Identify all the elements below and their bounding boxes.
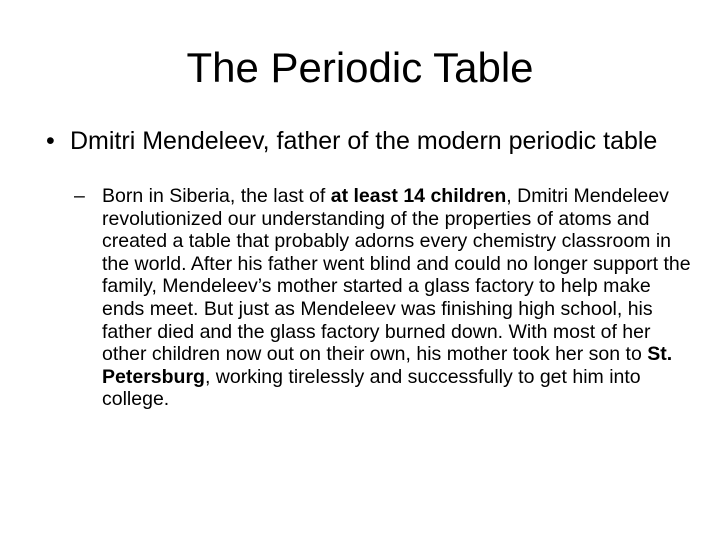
bullet-level-1-text: Dmitri Mendeleev, father of the modern periodic table bbox=[70, 127, 658, 155]
bullet-level-2 bbox=[74, 185, 694, 411]
bold-phrase-city: St. Petersburg bbox=[102, 343, 673, 388]
bold-phrase-children: at least 14 children bbox=[330, 185, 507, 207]
bullet-dot: • bbox=[46, 127, 55, 155]
bullet-level-2-text bbox=[74, 185, 694, 411]
bullet-level-1 bbox=[46, 128, 686, 155]
text-segment: , working tirelessly and successfully to get him into college. bbox=[102, 365, 641, 411]
text-segment: , Dmitri Mendeleev revolutionized our understanding of the properties of atoms and created a table that probably adorns every chemistry classroom in the world. After his father went blind and could no longer support the family, Mendeleev’s mother started a glass factory to help make ends meet. But just as Mendeleev was finishing high school, his father died and the glass factory burned down. With most of her other children now out on their own, his mother took her son to bbox=[102, 185, 691, 366]
text-segment: Born in Siberia, the last of bbox=[102, 185, 331, 207]
slide-title: The Periodic Table bbox=[186, 44, 534, 91]
bullet-dash: – bbox=[74, 185, 85, 207]
